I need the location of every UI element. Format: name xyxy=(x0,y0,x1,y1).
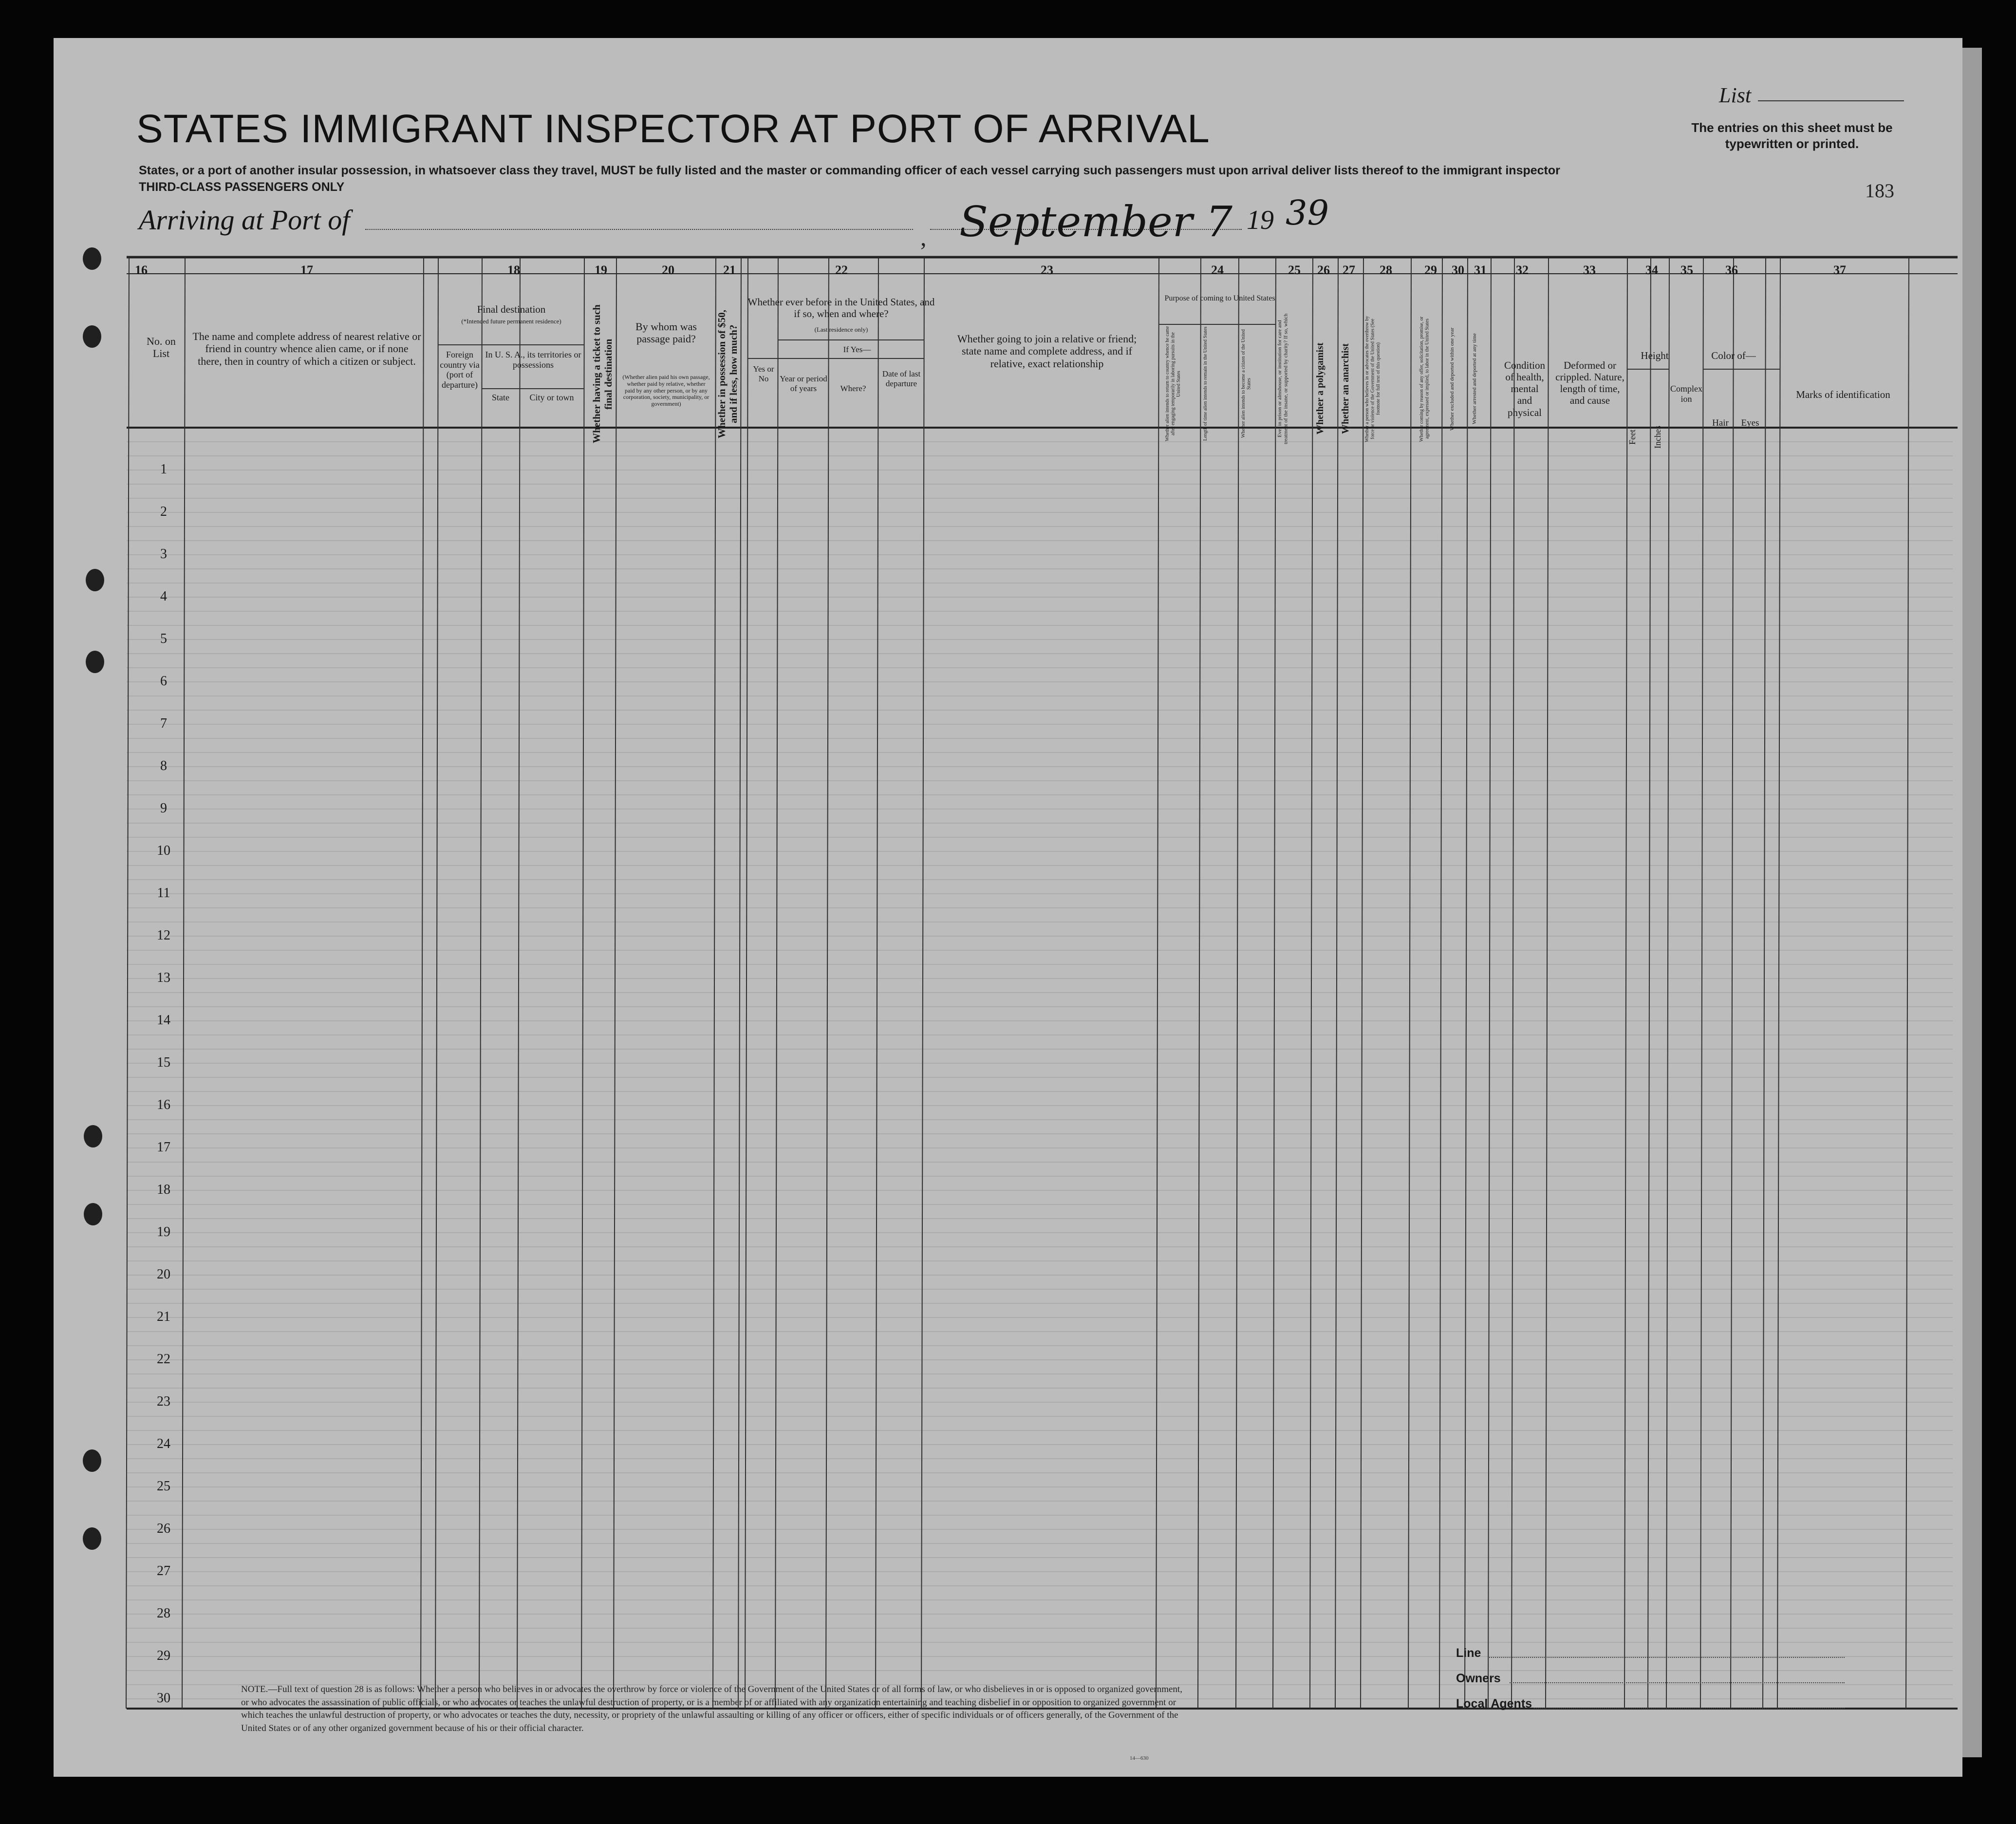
local-agents-label: Local Agents xyxy=(1456,1697,1532,1711)
header-in-usa: In U. S. A., its territories or possessions xyxy=(485,350,581,370)
header-height: Height xyxy=(1641,350,1669,361)
header-inches: Inches xyxy=(1653,426,1662,449)
column-divider xyxy=(1777,257,1780,1709)
date-year: 39 xyxy=(1286,193,1329,233)
column-divider xyxy=(1310,257,1313,1709)
header-complexion: Complexion xyxy=(1670,384,1702,404)
row-number: 27 xyxy=(157,1563,170,1579)
colnum-21: 21 xyxy=(723,263,736,277)
footnote: NOTE.—Full text of question 28 is as follows: Whether a person who believes in or advocates the overthrow by force or violence of the Government of the United States or of all forms of law, or who disbelieves in or is opposed to organized government, or who advocates the assassination of public officials, or who advocates or teaches the unlawful destruction of property, or is a member of or affiliated with any organization entertaining and teaching disbelief in or opposition to organized government or which teaches the unlawful destruction of property, or who advocates or teaches the duty, necessity, or propriety of the unlawful assaulting or killing of any officer or officers, either of specific individuals or of officers generally, of the Government of the United States or of any other organized government because of his or their official character. xyxy=(241,1684,1182,1733)
header-anarchist: Whether an anarchist xyxy=(1340,343,1351,434)
colnum-27: 27 xyxy=(1343,263,1355,277)
header-passage-paid: By whom was passage paid? xyxy=(635,320,697,345)
row-number: 2 xyxy=(160,504,167,519)
header-purpose-citizen: Whether alien intends to become a citizen of the United States xyxy=(1241,329,1252,438)
colnum-32: 32 xyxy=(1516,263,1529,277)
typewritten-notice: The entries on this sheet must be typewritten or printed. xyxy=(1691,120,1893,151)
column-divider xyxy=(479,257,482,1709)
subheading: States, or a port of another insular possession, in whatsoever class they travel, MUST be fully listed and the master or commanding officer of each vessel carrying such passengers must upon arrival deliver lists thereof to the immigrant inspector xyxy=(139,164,1560,177)
column-divider xyxy=(1700,257,1703,1709)
colnum-37: 37 xyxy=(1833,263,1846,277)
column-divider xyxy=(1361,257,1363,1709)
class-line: THIRD-CLASS PASSENGERS ONLY xyxy=(139,180,345,194)
column-divider xyxy=(1512,257,1514,1709)
header-city-or-town: City or town xyxy=(529,393,574,402)
colnum-17: 17 xyxy=(300,263,313,277)
column-divider xyxy=(876,257,878,1709)
header-purpose-return: Whether alien intends to return to country whence he came after engaging temporarily in laboring pursuits in the United States xyxy=(1165,326,1181,442)
row-number: 22 xyxy=(157,1352,170,1367)
column-divider xyxy=(126,257,129,1709)
column-divider xyxy=(182,257,185,1709)
row-number: 9 xyxy=(160,801,167,816)
binder-hole xyxy=(83,1527,101,1550)
column-divider xyxy=(1546,257,1549,1709)
line-field xyxy=(1489,1657,1845,1658)
row-number: 16 xyxy=(157,1097,170,1112)
row-number: 28 xyxy=(157,1606,170,1621)
column-divider xyxy=(1465,257,1468,1709)
column-divider xyxy=(826,257,829,1709)
header-year-period: Year or period of years xyxy=(780,374,827,393)
header-eyes: Eyes xyxy=(1741,418,1759,428)
header-ever-before: Whether ever before in the United States, and if so, when and where? xyxy=(747,296,935,320)
header-purpose-length: Length of time alien intends to remain in the United States xyxy=(1203,326,1208,441)
column-divider xyxy=(1439,257,1442,1709)
column-divider xyxy=(581,257,584,1709)
header-deformed: Deformed or crippled. Nature, length of time, and cause xyxy=(1555,359,1624,407)
binder-hole xyxy=(83,1449,101,1472)
column-divider xyxy=(1763,257,1766,1709)
column-divider xyxy=(775,257,778,1709)
column-divider xyxy=(1666,257,1669,1709)
header-ticket: Whether having a ticket to such final destination xyxy=(591,304,615,444)
row-number: 5 xyxy=(160,631,167,646)
comma: , xyxy=(920,224,927,251)
row-number: 13 xyxy=(157,970,170,985)
row-number: 11 xyxy=(157,885,170,901)
column-divider xyxy=(1236,257,1239,1709)
colnum-30: 30 xyxy=(1452,263,1464,277)
colnum-35: 35 xyxy=(1680,263,1693,277)
colnum-20: 20 xyxy=(662,263,674,277)
binder-hole xyxy=(84,1125,102,1147)
colnum-25: 25 xyxy=(1288,263,1301,277)
row-number: 15 xyxy=(157,1055,170,1070)
header-prison: Ever in prison or almshouse, or institution for care and treatment of the insane, or supported by charity? If so, which xyxy=(1277,313,1289,445)
row-number: 20 xyxy=(157,1267,170,1282)
row-number: 3 xyxy=(160,546,167,562)
row-number: 12 xyxy=(157,928,170,943)
binder-hole xyxy=(84,1203,102,1225)
row-number: 10 xyxy=(157,843,170,858)
header-labor-offer: Whether coming by reason of any offer, solicitation, promise, or agreement, expressed or implied, to labor in the United States xyxy=(1419,316,1430,442)
column-divider xyxy=(1408,257,1411,1709)
header-date-last-departure: Date of last departure xyxy=(882,369,921,388)
row-number: 23 xyxy=(157,1394,170,1409)
colnum-31: 31 xyxy=(1474,263,1487,277)
header-going-to-join: Whether going to join a relative or friend; state name and complete address, and if relative, exact relationship xyxy=(957,333,1137,370)
header-marks-identification: Marks of identification xyxy=(1796,389,1890,400)
colnum-29: 29 xyxy=(1424,263,1437,277)
colnum-19: 19 xyxy=(595,263,607,277)
column-divider xyxy=(1731,257,1734,1709)
row-number: 29 xyxy=(157,1648,170,1663)
row-number: 19 xyxy=(157,1224,170,1240)
colnum-16: 16 xyxy=(135,263,148,277)
header-passage-paid-note: (Whether alien paid his own passage, whether paid by relative, whether paid by any other person, or by any corporation, society, municipality, or government) xyxy=(622,374,710,408)
row-number: 7 xyxy=(160,716,167,731)
owners-field xyxy=(1510,1682,1845,1683)
page-number: 183 xyxy=(1865,180,1894,202)
colnum-28: 28 xyxy=(1380,263,1392,277)
column-divider xyxy=(435,257,438,1709)
row-number: 24 xyxy=(157,1436,170,1451)
binder-hole xyxy=(86,569,104,591)
local-agents-field xyxy=(1534,1708,1845,1709)
colnum-22: 22 xyxy=(835,263,848,277)
header-final-destination-note: (*Intended future permanent residence) xyxy=(461,318,561,325)
binder-hole xyxy=(83,325,101,348)
page-edge xyxy=(1962,48,1982,1757)
column-divider xyxy=(921,257,924,1709)
header-question-28: Whether a person who believes in or advocates the overthrow by force or violence of the Government of the United States (See footnote for full text of this question) xyxy=(1364,316,1381,442)
colnum-34: 34 xyxy=(1645,263,1658,277)
column-divider xyxy=(1335,257,1338,1709)
binder-hole xyxy=(83,247,101,270)
row-number: 17 xyxy=(157,1140,170,1155)
form-number: 14—630 xyxy=(1130,1755,1149,1761)
column-divider xyxy=(1648,257,1651,1709)
header-state: State xyxy=(492,393,509,402)
row-number: 18 xyxy=(157,1182,170,1197)
row-number: 14 xyxy=(157,1013,170,1028)
header-where: Where? xyxy=(840,384,866,393)
colnum-24: 24 xyxy=(1211,263,1224,277)
header-no-on-list: No. on List xyxy=(147,335,176,360)
column-divider xyxy=(1488,257,1491,1709)
line-label: Line xyxy=(1456,1646,1481,1660)
row-number: 21 xyxy=(157,1309,170,1324)
owners-label: Owners xyxy=(1456,1672,1501,1685)
column-divider xyxy=(1156,257,1159,1709)
column-divider xyxy=(738,257,741,1709)
colnum-36: 36 xyxy=(1725,263,1738,277)
header-final-destination: Final destination xyxy=(477,303,546,315)
row-number: 30 xyxy=(157,1691,170,1706)
page-title: STATES IMMIGRANT INSPECTOR AT PORT OF ARRIVAL xyxy=(136,107,1210,151)
header-if-yes: If Yes— xyxy=(843,345,871,354)
header-arrested: Whether arrested and deported at any time xyxy=(1472,333,1477,425)
column-divider xyxy=(614,257,616,1709)
column-divider xyxy=(421,257,424,1709)
arriving-label: Arriving at Port of xyxy=(139,204,350,236)
colnum-23: 23 xyxy=(1041,263,1053,277)
colnum-26: 26 xyxy=(1317,263,1330,277)
column-divider xyxy=(1273,257,1276,1709)
binder-hole xyxy=(86,651,104,673)
header-polygamist: Whether a polygamist xyxy=(1315,342,1325,435)
header-condition-health: Condition of health, mental and physical xyxy=(1504,359,1545,418)
list-label: List xyxy=(1719,83,1752,107)
header-fifty-dollars: Whether in possession of $50, and if less, how much? xyxy=(716,310,740,438)
table-grid xyxy=(54,38,1962,1777)
column-divider xyxy=(745,257,748,1709)
header-nearest-relative: The name and complete address of nearest relative or friend in country whence alien came, or if none there, then in country of which a citizen or subject. xyxy=(192,330,421,367)
row-number: 6 xyxy=(160,674,167,689)
row-number: 4 xyxy=(160,589,167,604)
date-prefix: 19 xyxy=(1247,205,1274,235)
colnum-18: 18 xyxy=(507,263,520,277)
header-foreign-country: Foreign country via (port of departure) xyxy=(440,350,480,390)
column-divider xyxy=(1198,257,1201,1709)
header-ever-before-note: (Last residence only) xyxy=(814,326,868,333)
header-excluded: Whether excluded and deported within one year xyxy=(1449,327,1455,431)
row-number: 8 xyxy=(160,758,167,773)
row-number: 26 xyxy=(157,1521,170,1536)
colnum-33: 33 xyxy=(1583,263,1596,277)
header-hair: Hair xyxy=(1712,418,1729,428)
header-purpose: Purpose of coming to United States xyxy=(1164,294,1275,302)
row-number: 1 xyxy=(160,462,167,477)
column-divider xyxy=(1624,257,1627,1709)
header-yes-or-no: Yes or No xyxy=(753,364,774,383)
column-divider xyxy=(1906,257,1909,1709)
row-number: 25 xyxy=(157,1479,170,1494)
manifest-sheet xyxy=(54,38,1962,1777)
date-month: September 7 xyxy=(959,198,1232,246)
header-color-of: Color of— xyxy=(1711,350,1756,361)
header-feet: Feet xyxy=(1627,430,1637,445)
column-divider xyxy=(517,257,520,1709)
column-divider xyxy=(713,257,716,1709)
